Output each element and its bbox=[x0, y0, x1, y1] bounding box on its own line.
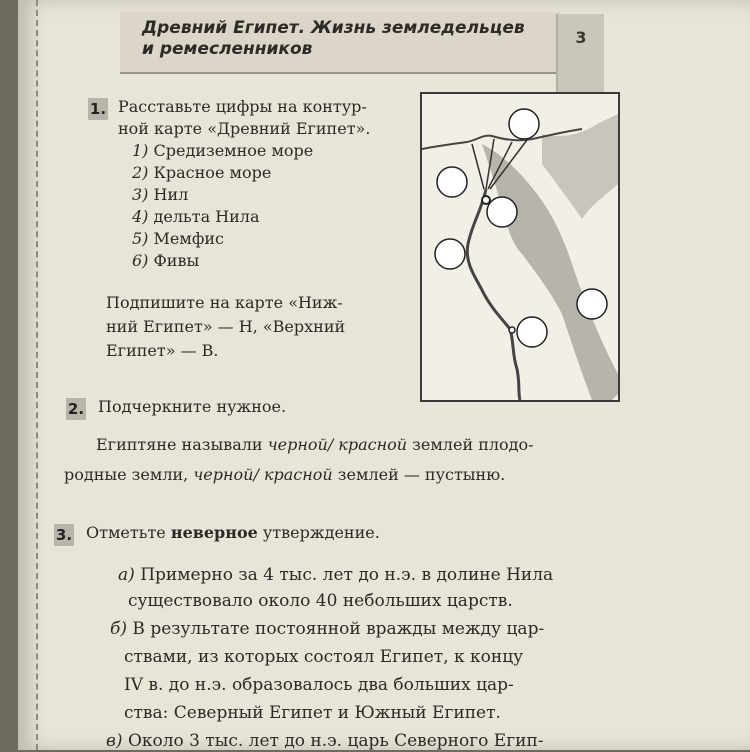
answer-circle-1 bbox=[509, 109, 539, 139]
page-title bbox=[142, 18, 542, 60]
lesson-number-badge: 3 bbox=[556, 14, 604, 96]
egypt-contour-map bbox=[420, 92, 620, 402]
answer-circle-4 bbox=[435, 239, 465, 269]
answer-circle-2 bbox=[437, 167, 467, 197]
q1-text-line-2: ной карте «Древний Египет». bbox=[118, 119, 371, 138]
q3-number: 3. bbox=[55, 526, 73, 544]
q3-option-b-line-3: IV в. до н.э. образовалось два больших цар- bbox=[124, 675, 514, 695]
map-drawing bbox=[422, 94, 618, 400]
q3-option-a-line-2: существовало около 40 небольших царств. bbox=[128, 591, 513, 611]
q1-item-3: 3) Нил bbox=[132, 185, 189, 204]
q2-title: Подчеркните нужное. bbox=[98, 397, 287, 416]
q1-sign-line-3: Египет» — В. bbox=[106, 341, 219, 360]
q1-item-5: 5) Мемфис bbox=[132, 229, 224, 248]
q3-option-b-line-4: ства: Северный Египет и Южный Египет. bbox=[124, 703, 501, 723]
q1-item-1: 1) Средиземное море bbox=[132, 141, 314, 160]
thebes-marker bbox=[509, 327, 515, 333]
q3-option-c-line-1: в) Около 3 тыс. лет до н.э. царь Северного Егип- bbox=[106, 731, 544, 751]
cut-line bbox=[36, 0, 38, 750]
q1-item-2: 2) Красное море bbox=[132, 163, 272, 182]
q3-option-a-line-1: а) Примерно за 4 тыс. лет до н.э. в долине Нила bbox=[118, 565, 554, 585]
answer-circle-5 bbox=[577, 289, 607, 319]
q3-option-b-line-1: б) В результате постоянной вражды между цар- bbox=[110, 619, 545, 639]
q1-item-4: 4) дельта Нила bbox=[132, 207, 260, 226]
q3-option-b-line-2: ствами, из которых состоял Египет, к концу bbox=[124, 647, 524, 667]
q3-title: Отметьте неверное утверждение. bbox=[86, 523, 380, 542]
q2-line-1: Египтяне называли черной/ красной землей плодо- bbox=[96, 435, 534, 454]
q1-text-line-1: Расставьте цифры на контур- bbox=[118, 97, 367, 116]
q1-item-6: 6) Фивы bbox=[132, 251, 200, 270]
q2-number: 2. bbox=[67, 400, 85, 418]
memphis-marker bbox=[482, 196, 490, 204]
q1-sign-line-2: ний Египет» — Н, «Верхний bbox=[106, 317, 346, 336]
answer-circle-6 bbox=[517, 317, 547, 347]
title-line-2: и ремесленников bbox=[142, 39, 313, 59]
q1-number: 1. bbox=[89, 100, 107, 118]
q1-sign-line-1: Подпишите на карте «Ниж- bbox=[106, 293, 343, 312]
answer-circle-3 bbox=[487, 197, 517, 227]
title-line-1: Древний Египет. Жизнь земледельцев bbox=[142, 18, 525, 38]
q2-line-2: родные земли, черной/ красной землей — пустыню. bbox=[64, 465, 506, 484]
header-divider bbox=[120, 72, 560, 74]
